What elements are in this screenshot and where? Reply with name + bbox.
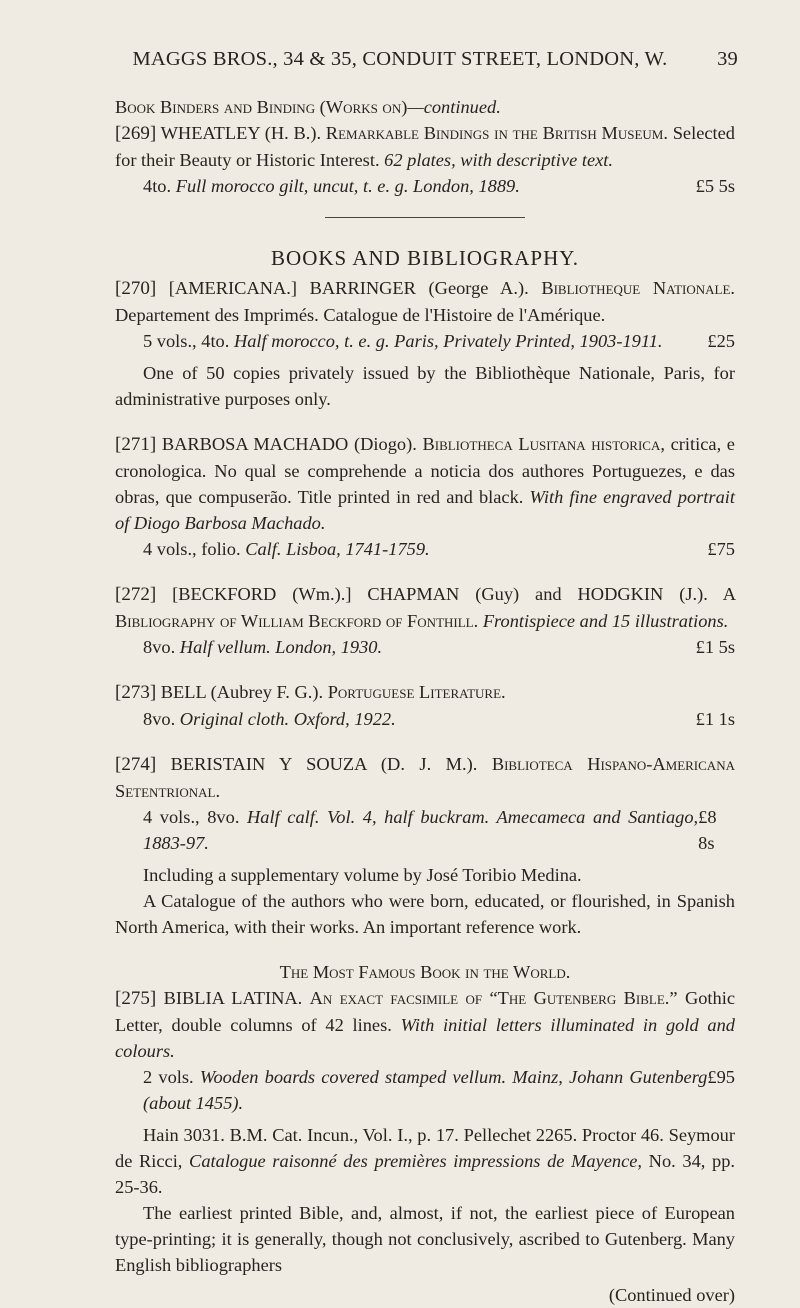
lot-number: [273] — [115, 682, 157, 703]
binding: Calf. Lisboa, 1741-1759. — [245, 539, 430, 559]
binding: Original cloth. Oxford, 1922. — [179, 709, 396, 729]
binding: Full morocco gilt, uncut, t. e. g. London, 1889. — [175, 176, 520, 196]
book-title: Biblioteca Hispano-Americana Setentrional. — [115, 754, 735, 801]
note: One of 50 copies privately issued by the Bibliothèque Nationale, Paris, for administrative purposes only. — [115, 363, 735, 409]
format: 8vo. — [143, 709, 176, 729]
note: The earliest printed Bible, and, almost, if not, the earliest piece of European type-printing; it is generally, though not conclusively, ascribed to Gutenberg. Many English bibliographers — [115, 1203, 735, 1275]
description-italic: With fine engraved portrait of Diogo Barbosa Machado. — [115, 487, 735, 533]
lot-number: [270] — [115, 278, 157, 299]
entry-271 — [115, 431, 735, 562]
book-title: Remarkable Bindings in the British Museum. — [325, 123, 668, 143]
format: 4 vols., 8vo. — [143, 807, 240, 827]
lot-number: [272] — [115, 584, 157, 605]
description: Departement des Imprimés. Catalogue de l'Histoire de l'Amérique. — [115, 305, 606, 325]
entry-269 — [115, 94, 735, 199]
price-line — [115, 804, 735, 856]
entry-subheading: The Most Famous Book in the World. — [279, 962, 571, 982]
author-name: BERISTAIN Y SOUZA (D. J. M.). — [170, 754, 478, 774]
author-name: BELL (Aubrey F. G.). — [160, 682, 324, 702]
section-continued-heading — [115, 94, 735, 120]
entry-273 — [115, 679, 735, 732]
price: £1 5s — [695, 637, 735, 657]
entry-text — [115, 275, 735, 328]
lot-number: [269] — [115, 123, 157, 144]
price-line — [115, 173, 735, 199]
entry-text — [115, 985, 735, 1064]
page-content — [115, 94, 735, 1308]
price-line — [115, 1064, 735, 1116]
entry-275 — [115, 959, 735, 1308]
header-title: MAGGS BROS., 34 & 35, CONDUIT STREET, LONDON, W. — [132, 48, 668, 70]
continued-marker: (Continued over) — [608, 1285, 735, 1305]
lot-number: [271] — [115, 434, 157, 455]
references — [115, 1122, 735, 1200]
binding: Half calf. Vol. 4, half buckram. Amecameca and Santiago, 1883-97. — [143, 807, 699, 853]
entry-text — [115, 581, 735, 634]
format: 2 vols. — [143, 1067, 194, 1087]
author-name: [BECKFORD (Wm.).] CHAPMAN (Guy) and HODGKIN (J.). A — [172, 584, 736, 604]
page-number: 39 — [717, 48, 738, 70]
price-line — [115, 328, 735, 354]
entry-text — [115, 679, 735, 706]
author-name: WHEATLEY (H. B.). — [160, 123, 322, 143]
price-line — [115, 536, 735, 562]
entry-text — [115, 431, 735, 536]
price: £75 — [707, 539, 735, 559]
lot-number: [275] — [115, 988, 157, 1009]
price: £8 8s — [698, 807, 717, 853]
book-title: Portuguese Literature. — [327, 682, 506, 702]
entry-text — [115, 751, 735, 804]
continued-heading-tail: —continued. — [407, 97, 501, 117]
note: A Catalogue of the authors who were born, educated, or flourished, in Spanish North America, with their works. An important reference work. — [115, 891, 735, 937]
description: Selected for their Beauty or Historic Interest. — [115, 123, 735, 170]
format: 5 vols., 4to. — [143, 331, 230, 351]
description-italic: Frontispiece and 15 illustrations. — [482, 611, 729, 631]
binding: Wooden boards covered stamped vellum. Mainz, Johann Gutenberg (about 1455). — [143, 1067, 708, 1113]
book-title: An exact facsimile of “The Gutenberg Bible.” — [309, 988, 678, 1008]
format: 8vo. — [143, 637, 176, 657]
book-title: Bibliotheque Nationale. — [541, 278, 735, 298]
note: Including a supplementary volume by José Toribio Medina. — [143, 865, 582, 885]
running-header — [0, 48, 800, 71]
author-name: BARBOSA MACHADO (Diogo). — [161, 434, 417, 454]
price: £5 5s — [695, 176, 735, 196]
binding: Half morocco, t. e. g. Paris, Privately Printed, 1903-1911. — [233, 331, 663, 351]
reference-title: Catalogue raisonné des premières impressions de Mayence, — [189, 1151, 643, 1171]
entry-272 — [115, 581, 735, 660]
continued-heading-lead: Book Binders and Binding (Works on) — [115, 97, 408, 117]
divider-rule — [325, 217, 525, 218]
description: Gothic Letter, double columns of 42 lines. — [115, 988, 735, 1035]
section-heading: BOOKS AND BIBLIOGRAPHY. — [271, 246, 579, 270]
price-line — [115, 706, 735, 732]
description-italic: With initial letters illuminated in gold and colours. — [115, 1015, 735, 1061]
format: 4 vols., folio. — [143, 539, 241, 559]
entry-274 — [115, 751, 735, 940]
author-name: BIBLIA LATINA. — [163, 988, 303, 1008]
book-title: Bibliotheca Lusitana historica, — [422, 434, 665, 454]
reference-tail: No. 34, pp. 25-36. — [115, 1151, 735, 1197]
price-line — [115, 634, 735, 660]
price: £1 1s — [695, 709, 735, 729]
description: critica, e cronologica. No qual se comprehende a noticia dos authores Portuguezes, e das obras, que compuserão. Title printed in red and black. — [115, 434, 735, 507]
reference-list: Hain 3031. B.M. Cat. Incun., Vol. I., p. 17. Pellechet 2265. Proctor 46. Seymour de Ricci, — [115, 1125, 735, 1171]
price: £95 — [707, 1067, 735, 1087]
binding: Half vellum. London, 1930. — [179, 637, 383, 657]
entry-270 — [115, 275, 735, 412]
description-italic: 62 plates, with descriptive text. — [384, 150, 613, 170]
format: 4to. — [143, 176, 172, 196]
entry-text — [115, 120, 735, 173]
price: £25 — [707, 331, 735, 351]
book-title: Bibliography of William Beckford of Fonthill. — [115, 611, 479, 631]
lot-number: [274] — [115, 754, 157, 775]
author-name: [AMERICANA.] BARRINGER (George A.). — [168, 278, 529, 298]
